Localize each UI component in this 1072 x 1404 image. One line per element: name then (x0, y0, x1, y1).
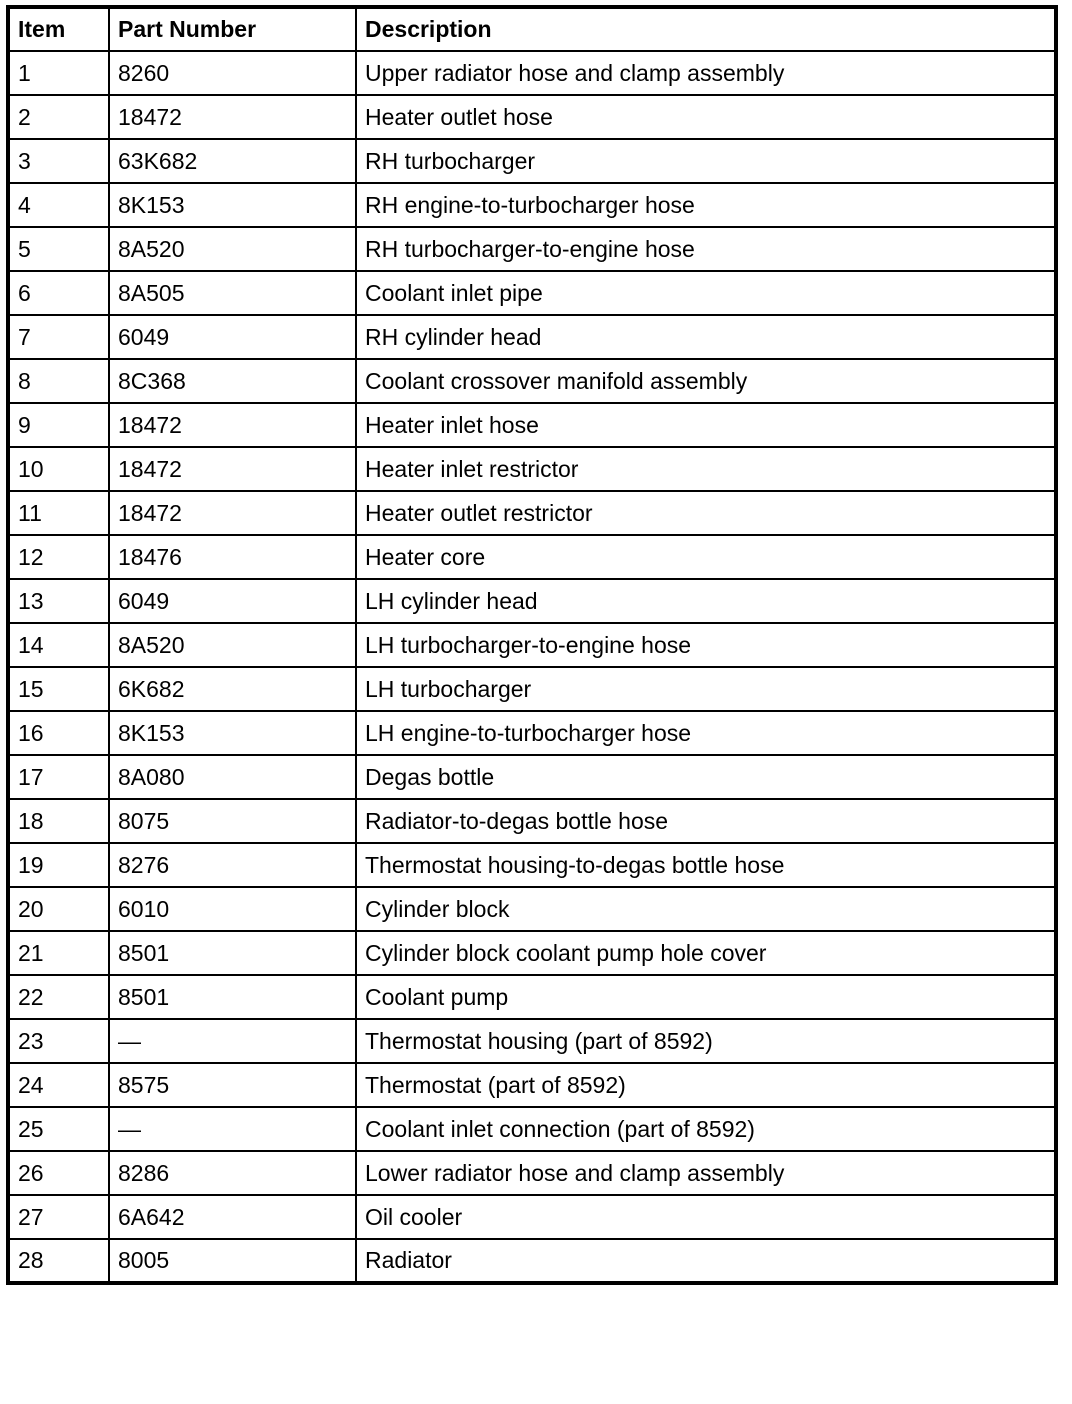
table-row (8, 535, 1056, 579)
table-row (8, 95, 1056, 139)
part-number-cell: 8A080 (109, 755, 356, 799)
description-cell: LH turbocharger (356, 667, 1056, 711)
item-cell: 13 (8, 579, 109, 623)
part-number-cell: 8K153 (109, 711, 356, 755)
table-row (8, 623, 1056, 667)
description-cell: Heater inlet restrictor (356, 447, 1056, 491)
header-description: Description (356, 7, 1056, 51)
description-cell: Thermostat housing (part of 8592) (356, 1019, 1056, 1063)
item-cell: 14 (8, 623, 109, 667)
part-number-cell: 8005 (109, 1239, 356, 1283)
item-cell: 17 (8, 755, 109, 799)
item-cell: 9 (8, 403, 109, 447)
table-row (8, 271, 1056, 315)
part-number-cell: 8501 (109, 931, 356, 975)
part-number-cell: 18472 (109, 491, 356, 535)
part-number-cell: 8501 (109, 975, 356, 1019)
table-row (8, 359, 1056, 403)
item-cell: 21 (8, 931, 109, 975)
description-cell: RH turbocharger (356, 139, 1056, 183)
part-number-cell: — (109, 1019, 356, 1063)
item-cell: 28 (8, 1239, 109, 1283)
part-number-cell: 8A520 (109, 623, 356, 667)
description-cell: Cylinder block coolant pump hole cover (356, 931, 1056, 975)
part-number-cell: 6K682 (109, 667, 356, 711)
item-cell: 16 (8, 711, 109, 755)
description-cell: LH cylinder head (356, 579, 1056, 623)
part-number-cell: 8A520 (109, 227, 356, 271)
part-number-cell: 8286 (109, 1151, 356, 1195)
part-number-cell: 8260 (109, 51, 356, 95)
part-number-cell: 6049 (109, 315, 356, 359)
item-cell: 2 (8, 95, 109, 139)
table-row (8, 931, 1056, 975)
item-cell: 18 (8, 799, 109, 843)
item-cell: 22 (8, 975, 109, 1019)
item-cell: 15 (8, 667, 109, 711)
description-cell: Coolant inlet connection (part of 8592) (356, 1107, 1056, 1151)
part-number-cell: 8276 (109, 843, 356, 887)
part-number-cell: 6010 (109, 887, 356, 931)
item-cell: 23 (8, 1019, 109, 1063)
description-cell: Thermostat (part of 8592) (356, 1063, 1056, 1107)
item-cell: 24 (8, 1063, 109, 1107)
table-body (8, 51, 1056, 1283)
table-row (8, 887, 1056, 931)
description-cell: LH turbocharger-to-engine hose (356, 623, 1056, 667)
part-number-cell: — (109, 1107, 356, 1151)
part-number-cell: 18472 (109, 95, 356, 139)
table-row (8, 1195, 1056, 1239)
description-cell: Coolant pump (356, 975, 1056, 1019)
description-cell: Cylinder block (356, 887, 1056, 931)
table-row (8, 843, 1056, 887)
table-row (8, 1151, 1056, 1195)
description-cell: Radiator-to-degas bottle hose (356, 799, 1056, 843)
item-cell: 19 (8, 843, 109, 887)
table-row (8, 1019, 1056, 1063)
part-number-cell: 8A505 (109, 271, 356, 315)
description-cell: Heater core (356, 535, 1056, 579)
table-row (8, 1107, 1056, 1151)
part-number-cell: 18476 (109, 535, 356, 579)
table-row (8, 227, 1056, 271)
header-item: Item (8, 7, 109, 51)
part-number-cell: 8K153 (109, 183, 356, 227)
table-row (8, 51, 1056, 95)
item-cell: 20 (8, 887, 109, 931)
item-cell: 6 (8, 271, 109, 315)
item-cell: 8 (8, 359, 109, 403)
parts-table (6, 5, 1058, 1285)
item-cell: 10 (8, 447, 109, 491)
item-cell: 11 (8, 491, 109, 535)
item-cell: 26 (8, 1151, 109, 1195)
item-cell: 27 (8, 1195, 109, 1239)
table-row (8, 491, 1056, 535)
item-cell: 3 (8, 139, 109, 183)
part-number-cell: 6A642 (109, 1195, 356, 1239)
table-row (8, 139, 1056, 183)
part-number-cell: 63K682 (109, 139, 356, 183)
header-row (8, 7, 1056, 51)
description-cell: Upper radiator hose and clamp assembly (356, 51, 1056, 95)
table-row (8, 1063, 1056, 1107)
table-row (8, 1239, 1056, 1283)
item-cell: 25 (8, 1107, 109, 1151)
table-row (8, 403, 1056, 447)
item-cell: 7 (8, 315, 109, 359)
item-cell: 5 (8, 227, 109, 271)
table-row (8, 799, 1056, 843)
table-row (8, 975, 1056, 1019)
item-cell: 1 (8, 51, 109, 95)
description-cell: Thermostat housing-to-degas bottle hose (356, 843, 1056, 887)
description-cell: Lower radiator hose and clamp assembly (356, 1151, 1056, 1195)
table-row (8, 711, 1056, 755)
table-row (8, 447, 1056, 491)
description-cell: RH engine-to-turbocharger hose (356, 183, 1056, 227)
part-number-cell: 6049 (109, 579, 356, 623)
description-cell: Oil cooler (356, 1195, 1056, 1239)
part-number-cell: 18472 (109, 403, 356, 447)
table-row (8, 579, 1056, 623)
description-cell: RH cylinder head (356, 315, 1056, 359)
description-cell: LH engine-to-turbocharger hose (356, 711, 1056, 755)
table-row (8, 755, 1056, 799)
part-number-cell: 8075 (109, 799, 356, 843)
description-cell: Radiator (356, 1239, 1056, 1283)
part-number-cell: 18472 (109, 447, 356, 491)
table-row (8, 667, 1056, 711)
part-number-cell: 8C368 (109, 359, 356, 403)
description-cell: Heater inlet hose (356, 403, 1056, 447)
table-row (8, 315, 1056, 359)
item-cell: 4 (8, 183, 109, 227)
description-cell: Degas bottle (356, 755, 1056, 799)
item-cell: 12 (8, 535, 109, 579)
table-row (8, 183, 1056, 227)
description-cell: Heater outlet restrictor (356, 491, 1056, 535)
part-number-cell: 8575 (109, 1063, 356, 1107)
header-part-number: Part Number (109, 7, 356, 51)
description-cell: Coolant crossover manifold assembly (356, 359, 1056, 403)
description-cell: Coolant inlet pipe (356, 271, 1056, 315)
description-cell: RH turbocharger-to-engine hose (356, 227, 1056, 271)
description-cell: Heater outlet hose (356, 95, 1056, 139)
